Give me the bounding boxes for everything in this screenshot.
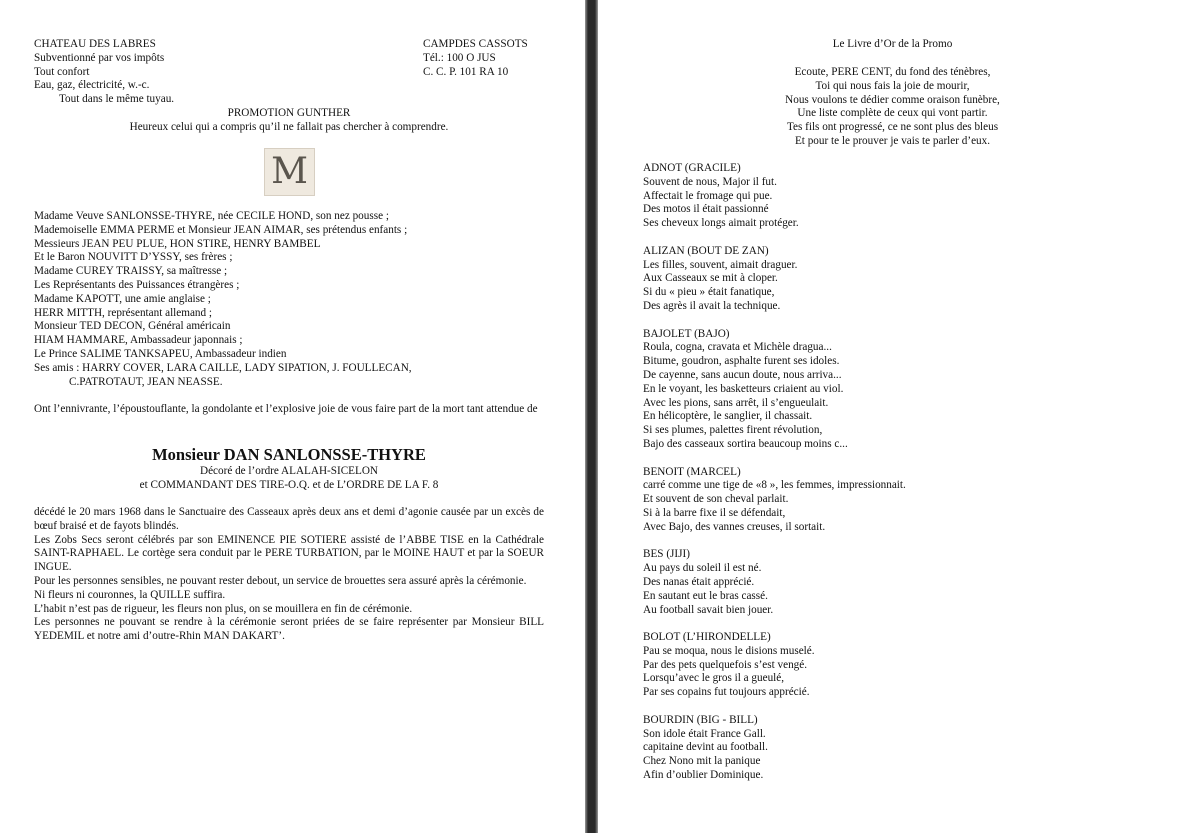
member-name: BAJOLET (BAJO) [643,327,730,340]
header-line: Subventionné par vos impôts [34,51,165,64]
verse-line: Bajo des casseaux sortira beaucoup moins c... [643,437,848,450]
verse-line: capitaine devint au football. [643,741,768,754]
verse-line: Des motos il était passionné [643,203,769,216]
body-paragraph: Les Zobs Secs seront célébrés par son EMINENCE PIE SOTIERE assisté de l’ABBE TISE en la Cathédrale SAINT-RAPHAEL. Le cortège sera conduit par le PERE TURBATION, par le MOINE HAUT et par la SOEUR INGUE. [34,533,544,574]
drop-letter-image: M [264,148,315,196]
deceased-name: Monsieur DAN SANLONSSE-THYRE [152,445,426,464]
mourners-list [34,210,412,389]
verse-line: Souvent de nous, Major il fut. [643,175,777,188]
verse-line: Si ses plumes, palettes firent révolution, [643,424,823,437]
verse-line: En hélicoptère, le sanglier, il chassait. [643,410,813,423]
header-line: CAMPDES CASSOTS [423,38,528,50]
verse-line: Au football savait bien jouer. [643,603,774,616]
body-paragraph: L’habit n’est pas de rigueur, les fleurs non plus, on se mouillera en fin de cérémonie. [34,602,413,615]
mourner-line: Madame Veuve SANLONSSE-THYRE, née CECILE HOND, son nez pousse ; [34,210,389,222]
verse-line: Ses cheveux longs aimait protéger. [643,217,799,230]
intro-line: Toi qui nous fais la joie de mourir, [815,79,970,92]
header-line: C. C. P. 101 RA 10 [423,65,509,78]
verse-line: Et souvent de son cheval parlait. [643,493,789,506]
mourner-line: HIAM HAMMARE, Ambassadeur japonnais ; [34,334,243,347]
header-line: Tout confort [34,65,90,78]
verse-line: Bitume, goudron, asphalte furent ses idoles. [643,355,840,368]
poem-intro [598,66,1187,149]
decoration-line: et COMMANDANT DES TIRE-O.Q. et de L’ORDRE DE LA F. 8 [139,478,439,491]
verse-line: De cayenne, sans aucun doute, nous arriva... [643,368,842,381]
intro-line: Tes fils ont progressé, ce ne sont plus des bleus [786,121,999,134]
page-divider [585,0,598,833]
verse-line: Au pays du soleil il est né. [643,562,762,575]
mourner-line: C.PATROTAUT, JEAN NEASSE. [69,375,223,388]
header-line: Eau, gaz, électricité, w.-c. [34,79,150,92]
verse-line: Son idole était France Gall. [643,727,766,740]
header-line: Tél.: 100 O JUS [423,51,496,64]
body-paragraph: décédé le 20 mars 1968 dans le Sanctuaire des Casseaux après deux ans et demi d’agonie causée par un excès de bœuf braisé et de fayots blindés. [34,506,544,532]
verse-line: Si du « pieu » était fanatique, [643,286,775,299]
member-name: BOURDIN (BIG - BILL) [643,713,758,726]
member-entry [643,466,906,535]
verse-line: Avec Bajo, des vannes creuses, il sortait. [643,520,826,533]
announcement-body [34,506,544,644]
member-entry [643,714,906,783]
verse-line: Par des pets quelquefois s’est vengé. [643,658,808,671]
member-name: BOLOT (L’HIRONDELLE) [643,631,771,644]
member-entry [643,245,906,314]
mourner-line: Le Prince SALIME TANKSAPEU, Ambassadeur indien [34,347,287,360]
mourner-line: Les Représentants des Puissances étrangères ; [34,278,240,291]
promotion-motto: Heureux celui qui a compris qu’il ne fallait pas chercher à comprendre. [129,120,449,133]
verse-line: Affectait le fromage qui pue. [643,189,773,202]
member-name: BENOIT (MARCEL) [643,465,741,478]
header-left [34,38,174,107]
verse-line: Des nanas était apprécié. [643,575,755,588]
mourner-line: Monsieur TED DECON, Général américain [34,320,231,333]
verse-line: Les filles, souvent, aimait draguer. [643,258,798,271]
verse-line: Lorsqu’avec le gros il a gueulé, [643,672,785,685]
mourner-line: Messieurs JEAN PEU PLUE, HON STIRE, HENRY BAMBEL [34,237,321,250]
verse-line: Afin d’oublier Dominique. [643,769,764,782]
intro-line: Une liste complète de ceux qui vont partir. [797,107,988,120]
mourner-line: Mademoiselle EMMA PERME et Monsieur JEAN AIMAR, ses prétendus enfants ; [34,223,408,236]
intro-line: Ecoute, PERE CENT, du fond des ténèbres, [794,66,991,78]
member-entry [643,548,906,617]
announcement-paragraph: Ont l’ennivrante, l’époustouflante, la gondolante et l’explosive joie de vous faire part de la mort tant attendue de [34,403,538,415]
mourner-line: Et le Baron NOUVITT D’YSSY, ses frères ; [34,251,233,264]
verse-line: Pau se moqua, nous le disions muselé. [643,644,815,657]
verse-line: Chez Nono mit la panique [643,755,761,768]
mourner-line: Ses amis : HARRY COVER, LARA CAILLE, LADY SIPATION, J. FOULLECAN, [34,361,412,374]
mourner-line: Madame CUREY TRAISSY, sa maîtresse ; [34,265,228,278]
decoration-line: Décoré de l’ordre ALALAH-SICELON [199,465,378,477]
promotion-block [34,107,544,135]
member-name: BES (JIJI) [643,548,690,561]
verse-line: Roula, cogna, cravata et Michèle dragua... [643,341,832,354]
promotion-title: PROMOTION GUNTHER [227,107,351,119]
member-entry [643,328,906,452]
member-name: ADNOT (GRACILE) [643,162,741,174]
verse-line: carré comme une tige de «8 », les femmes, impressionnait. [643,479,906,492]
body-paragraph: Ni fleurs ni couronnes, la QUILLE suffira. [34,588,226,601]
verse-line: Par ses copains fut toujours apprécié. [643,686,810,699]
member-entries [643,162,906,797]
verse-line: Si à la barre fixe il se défendait, [643,506,786,519]
header-line: CHATEAU DES LABRES [34,38,156,50]
mourner-line: HERR MITTH, représentant allemand ; [34,306,213,319]
deceased-block [34,445,544,493]
verse-line: Avec les pions, sans arrêt, il s’engueulait. [643,396,829,409]
verse-line: Des agrès il avait la technique. [643,299,781,312]
verse-line: En le voyant, les basketteurs criaient au viol. [643,382,844,395]
verse-line: En sautant eut le bras cassé. [643,589,768,602]
member-entry [643,162,906,231]
header-right [423,38,528,79]
body-paragraph: Les personnes ne pouvant se rendre à la cérémonie seront priées de se faire représenter par Monsieur BILL YEDEMIL et notre ami d’outre-Rhin MAN DAKART’. [34,616,544,643]
header-line: Tout dans le même tuyau. [59,93,175,106]
intro-line: Nous voulons te dédier comme oraison funèbre, [785,93,1000,106]
verse-line: Aux Casseaux se mit à cloper. [643,272,778,285]
member-entry [643,631,906,700]
body-paragraph: Pour les personnes sensibles, ne pouvant rester debout, un service de brouettes sera assuré après la cérémonie. [34,574,527,587]
right-page-title: Le Livre d’Or de la Promo [832,38,953,50]
intro-line: Et pour te le prouver je vais te parler d’eux. [794,134,991,147]
member-name: ALIZAN (BOUT DE ZAN) [643,244,769,257]
mourner-line: Madame KAPOTT, une amie anglaise ; [34,292,211,305]
